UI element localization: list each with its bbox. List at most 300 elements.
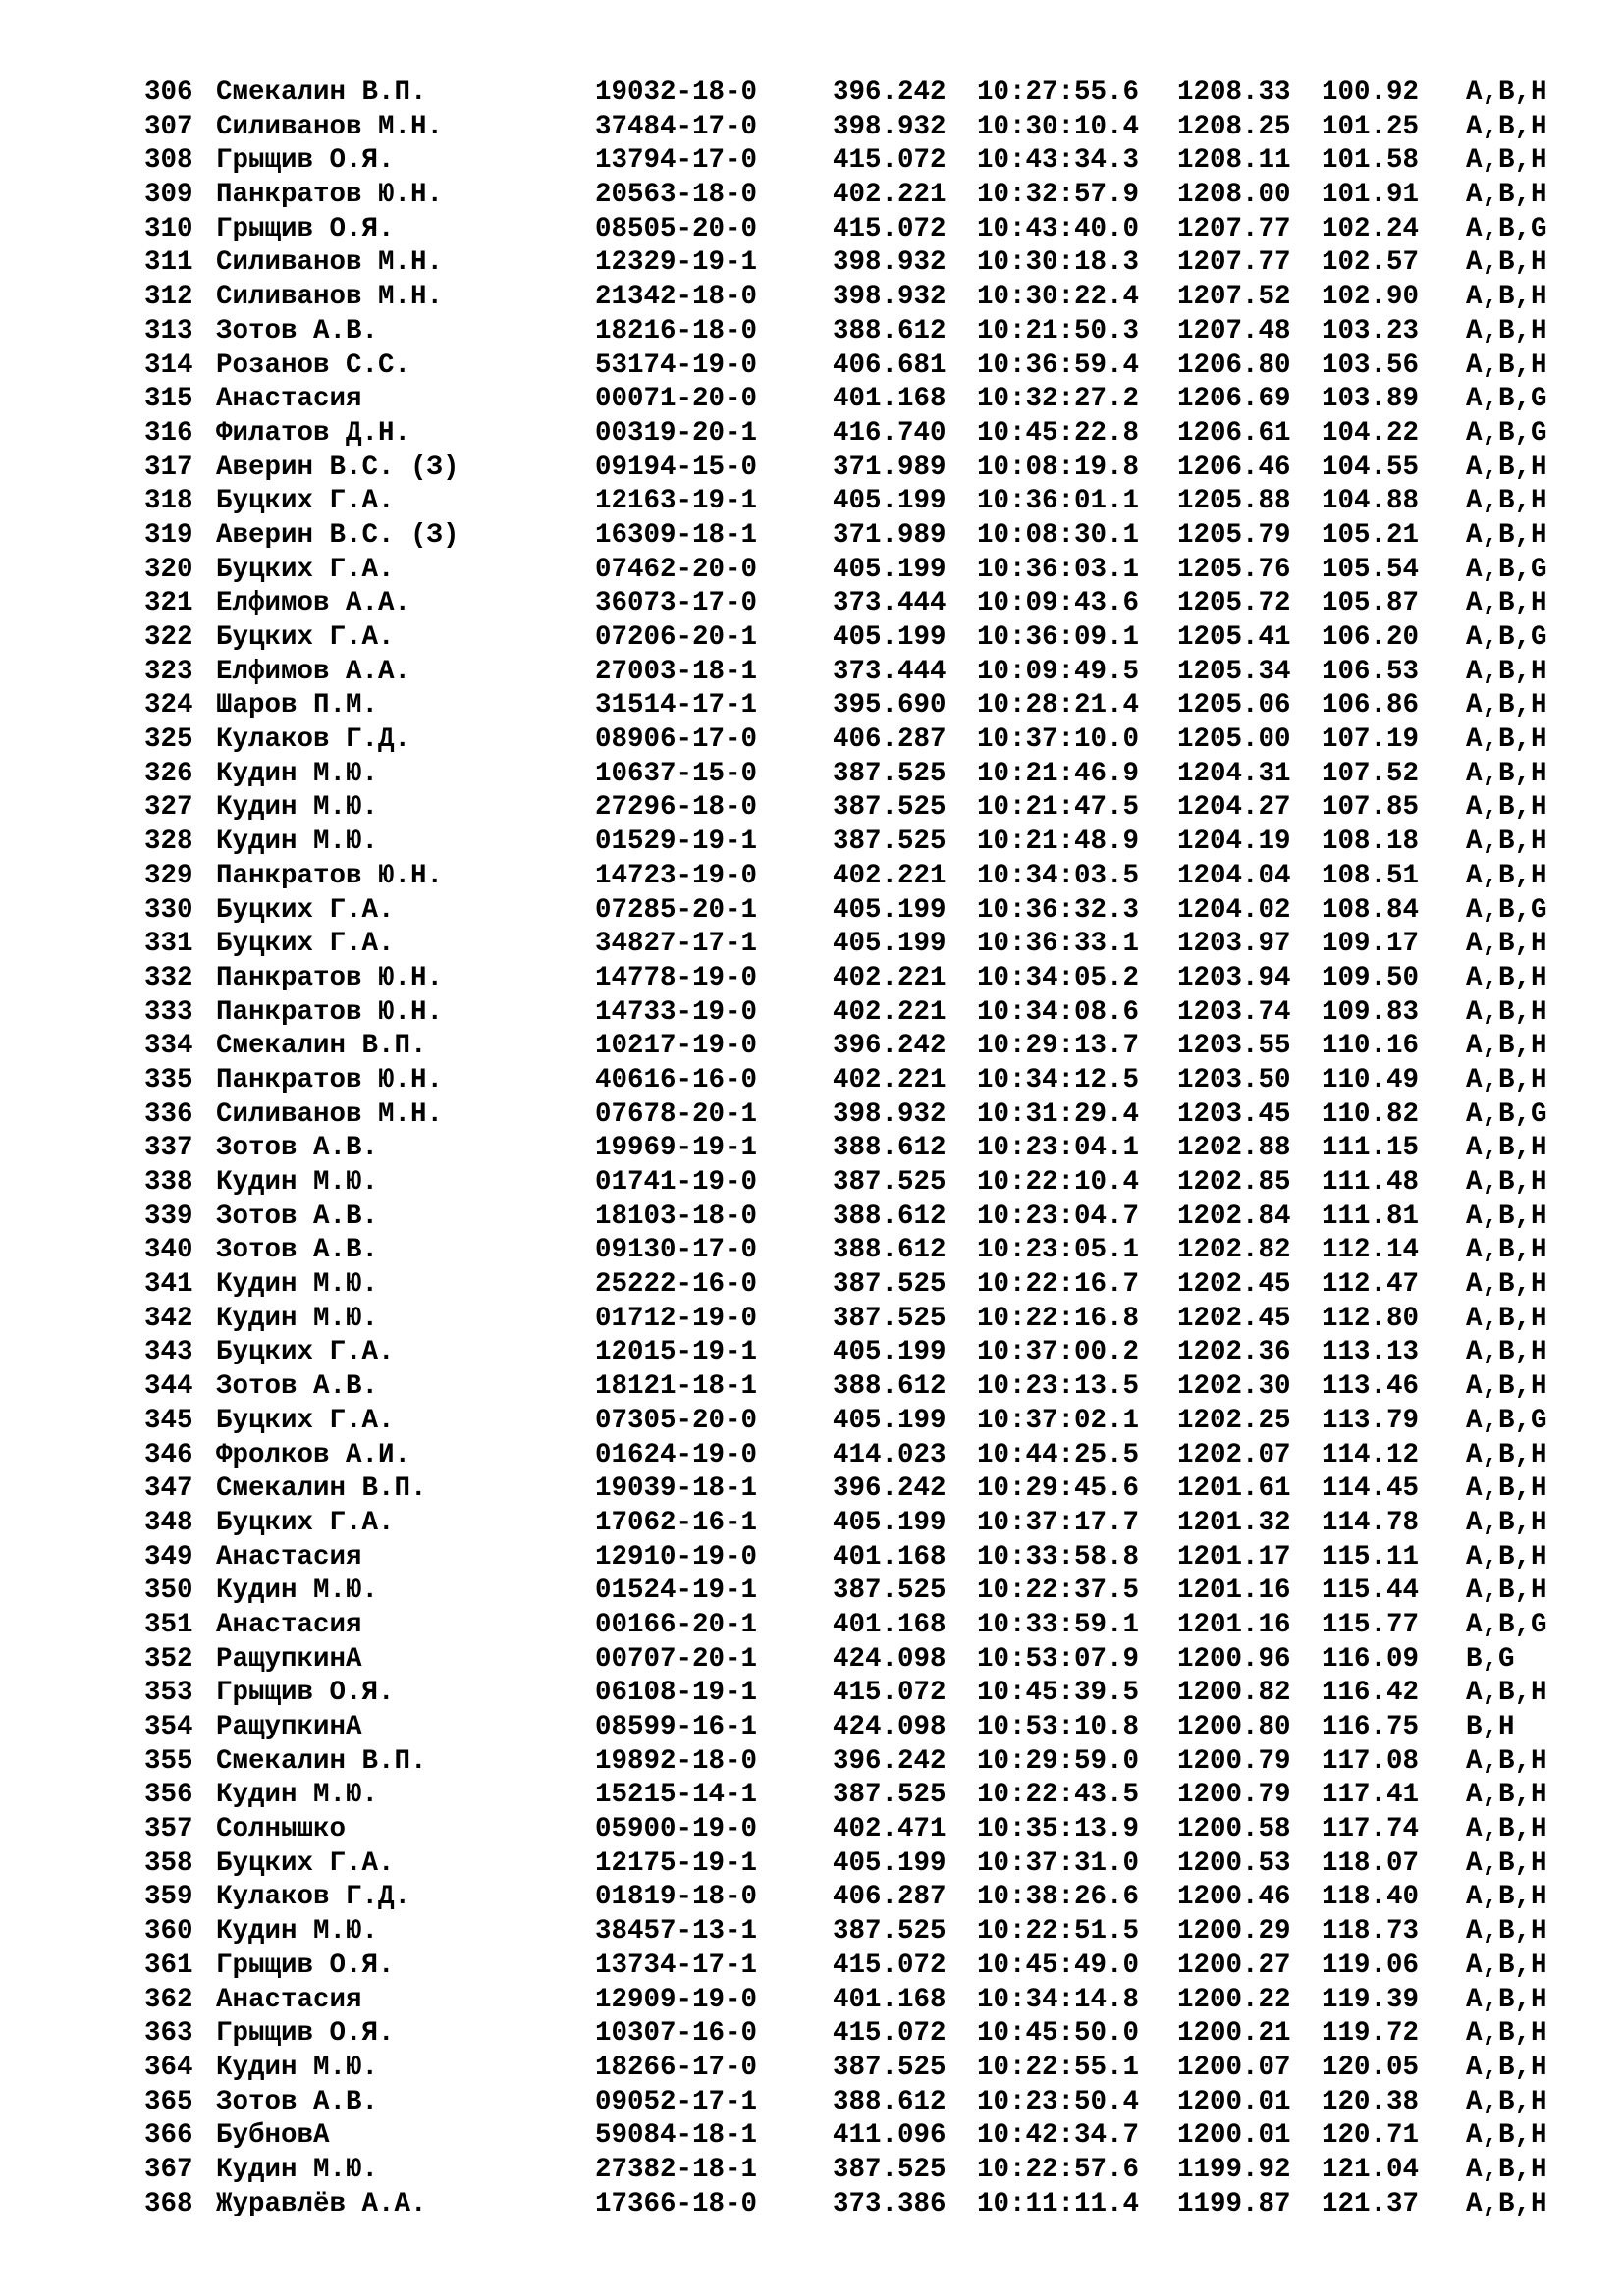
coefficient-cell: 119.06 — [1322, 1949, 1420, 1981]
coefficient-cell: 117.41 — [1322, 1780, 1420, 1811]
coefficient-cell: 108.84 — [1322, 894, 1420, 926]
ring-number-cell: 14778-19-0 — [595, 962, 758, 993]
arrival-time-cell: 10:22:16.7 — [977, 1269, 1140, 1301]
distance-cell: 415.072 — [833, 2018, 947, 2050]
coefficient-cell: 109.17 — [1322, 929, 1420, 960]
ring-number-cell: 20563-18-0 — [595, 180, 758, 211]
arrival-time-cell: 10:33:58.8 — [977, 1541, 1140, 1573]
fancier-name-cell: Солнышко — [216, 1814, 347, 1845]
place-cell: 337 — [144, 1133, 193, 1164]
place-cell: 319 — [144, 519, 193, 551]
table-row — [144, 1949, 1558, 1984]
speed-cell: 1201.16 — [1177, 1575, 1291, 1607]
ring-number-cell: 37484-17-0 — [595, 111, 758, 142]
speed-cell: 1206.61 — [1177, 417, 1291, 449]
table-row — [144, 452, 1558, 486]
distance-cell: 387.525 — [833, 758, 947, 789]
fancier-name-cell: РащупкинА — [216, 1643, 362, 1675]
speed-cell: 1203.97 — [1177, 929, 1291, 960]
table-row — [144, 1030, 1558, 1064]
ring-number-cell: 01819-18-0 — [595, 1882, 758, 1913]
table-row — [144, 1064, 1558, 1098]
distance-cell: 405.199 — [833, 1405, 947, 1436]
group-codes-cell: B,G — [1466, 1643, 1515, 1675]
arrival-time-cell: 10:37:17.7 — [977, 1507, 1140, 1538]
coefficient-cell: 110.82 — [1322, 1098, 1420, 1130]
arrival-time-cell: 10:21:47.5 — [977, 792, 1140, 824]
group-codes-cell: A,B,H — [1466, 1745, 1547, 1777]
place-cell: 356 — [144, 1780, 193, 1811]
arrival-time-cell: 10:36:33.1 — [977, 929, 1140, 960]
fancier-name-cell: Панкратов Ю.Н. — [216, 1064, 444, 1095]
fancier-name-cell: Силиванов М.Н. — [216, 1098, 444, 1130]
group-codes-cell: A,B,H — [1466, 1064, 1547, 1095]
fancier-name-cell: Аверин В.С. (З) — [216, 519, 460, 551]
arrival-time-cell: 10:22:51.5 — [977, 1916, 1140, 1948]
place-cell: 327 — [144, 792, 193, 824]
coefficient-cell: 119.72 — [1322, 2018, 1420, 2050]
coefficient-cell: 107.52 — [1322, 758, 1420, 789]
coefficient-cell: 111.15 — [1322, 1133, 1420, 1164]
speed-cell: 1202.45 — [1177, 1303, 1291, 1334]
fancier-name-cell: Зотов А.В. — [216, 315, 379, 347]
table-row — [144, 281, 1558, 315]
speed-cell: 1204.27 — [1177, 792, 1291, 824]
coefficient-cell: 101.91 — [1322, 180, 1420, 211]
table-row — [144, 1575, 1558, 1609]
table-row — [144, 246, 1558, 281]
arrival-time-cell: 10:53:10.8 — [977, 1712, 1140, 1742]
table-row — [144, 1166, 1558, 1201]
distance-cell: 415.072 — [833, 213, 947, 244]
arrival-time-cell: 10:34:12.5 — [977, 1064, 1140, 1095]
coefficient-cell: 107.85 — [1322, 792, 1420, 824]
distance-cell: 402.221 — [833, 962, 947, 993]
place-cell: 323 — [144, 656, 193, 687]
arrival-time-cell: 10:34:08.6 — [977, 996, 1140, 1028]
place-cell: 311 — [144, 247, 193, 279]
place-cell: 321 — [144, 588, 193, 619]
place-cell: 348 — [144, 1507, 193, 1538]
place-cell: 366 — [144, 2120, 193, 2152]
table-row — [144, 179, 1558, 213]
coefficient-cell: 113.79 — [1322, 1405, 1420, 1436]
place-cell: 342 — [144, 1303, 193, 1334]
ring-number-cell: 16309-18-1 — [595, 519, 758, 551]
distance-cell: 424.098 — [833, 1712, 947, 1742]
table-row — [144, 485, 1558, 519]
table-row — [144, 587, 1558, 621]
speed-cell: 1205.06 — [1177, 690, 1291, 721]
distance-cell: 395.690 — [833, 690, 947, 721]
place-cell: 347 — [144, 1473, 193, 1505]
table-row — [144, 996, 1558, 1031]
speed-cell: 1201.32 — [1177, 1507, 1291, 1538]
coefficient-cell: 118.07 — [1322, 1847, 1420, 1879]
table-row — [144, 1098, 1558, 1133]
coefficient-cell: 118.40 — [1322, 1882, 1420, 1913]
group-codes-cell: A,B,H — [1466, 792, 1547, 824]
arrival-time-cell: 10:27:55.6 — [977, 78, 1140, 108]
place-cell: 340 — [144, 1235, 193, 1266]
fancier-name-cell: Смекалин В.П. — [216, 1745, 427, 1777]
distance-cell: 387.525 — [833, 2154, 947, 2185]
table-row — [144, 1405, 1558, 1439]
place-cell: 315 — [144, 384, 193, 415]
table-row — [144, 1711, 1558, 1745]
speed-cell: 1200.46 — [1177, 1882, 1291, 1913]
place-cell: 365 — [144, 2086, 193, 2117]
coefficient-cell: 113.13 — [1322, 1337, 1420, 1368]
coefficient-cell: 120.05 — [1322, 2052, 1420, 2083]
distance-cell: 387.525 — [833, 1269, 947, 1301]
ring-number-cell: 00071-20-0 — [595, 384, 758, 415]
fancier-name-cell: Буцких Г.А. — [216, 1507, 395, 1538]
table-row — [144, 689, 1558, 723]
group-codes-cell: A,B,H — [1466, 1439, 1547, 1470]
fancier-name-cell: Анастасия — [216, 384, 362, 415]
table-row — [144, 860, 1558, 894]
place-cell: 309 — [144, 180, 193, 211]
ring-number-cell: 18216-18-0 — [595, 315, 758, 347]
group-codes-cell: A,B,H — [1466, 860, 1547, 891]
arrival-time-cell: 10:34:05.2 — [977, 962, 1140, 993]
coefficient-cell: 115.11 — [1322, 1541, 1420, 1573]
place-cell: 316 — [144, 417, 193, 449]
table-row — [144, 791, 1558, 826]
speed-cell: 1200.29 — [1177, 1916, 1291, 1948]
fancier-name-cell: Зотов А.В. — [216, 1371, 379, 1403]
arrival-time-cell: 10:36:32.3 — [977, 894, 1140, 926]
arrival-time-cell: 10:35:13.9 — [977, 1814, 1140, 1845]
coefficient-cell: 108.18 — [1322, 827, 1420, 858]
ring-number-cell: 27003-18-1 — [595, 656, 758, 687]
distance-cell: 405.199 — [833, 554, 947, 585]
ring-number-cell: 19032-18-0 — [595, 78, 758, 108]
fancier-name-cell: Кудин М.Ю. — [216, 1780, 379, 1811]
arrival-time-cell: 10:23:13.5 — [977, 1371, 1140, 1403]
table-row — [144, 1984, 1558, 2018]
fancier-name-cell: Кулаков Г.Д. — [216, 1882, 411, 1913]
table-row — [144, 554, 1558, 588]
distance-cell: 387.525 — [833, 1167, 947, 1198]
arrival-time-cell: 10:33:59.1 — [977, 1609, 1140, 1640]
fancier-name-cell: Грыщив О.Я. — [216, 1949, 395, 1981]
coefficient-cell: 121.04 — [1322, 2154, 1420, 2185]
place-cell: 336 — [144, 1098, 193, 1130]
fancier-name-cell: Кудин М.Ю. — [216, 2052, 379, 2083]
distance-cell: 402.471 — [833, 1814, 947, 1845]
arrival-time-cell: 10:22:10.4 — [977, 1167, 1140, 1198]
fancier-name-cell: Шаров П.М. — [216, 690, 379, 721]
distance-cell: 387.525 — [833, 792, 947, 824]
place-cell: 368 — [144, 2188, 193, 2219]
distance-cell: 387.525 — [833, 1916, 947, 1948]
speed-cell: 1200.79 — [1177, 1780, 1291, 1811]
distance-cell: 373.444 — [833, 656, 947, 687]
arrival-time-cell: 10:08:30.1 — [977, 519, 1140, 551]
ring-number-cell: 18266-17-0 — [595, 2052, 758, 2083]
coefficient-cell: 102.57 — [1322, 247, 1420, 279]
speed-cell: 1200.58 — [1177, 1814, 1291, 1845]
fancier-name-cell: Зотов А.В. — [216, 1133, 379, 1164]
fancier-name-cell: Зотов А.В. — [216, 2086, 379, 2117]
ring-number-cell: 21342-18-0 — [595, 282, 758, 313]
arrival-time-cell: 10:44:25.5 — [977, 1439, 1140, 1470]
table-row — [144, 315, 1558, 349]
coefficient-cell: 110.16 — [1322, 1031, 1420, 1062]
speed-cell: 1206.46 — [1177, 452, 1291, 483]
speed-cell: 1201.61 — [1177, 1473, 1291, 1505]
arrival-time-cell: 10:32:27.2 — [977, 384, 1140, 415]
group-codes-cell: A,B,H — [1466, 1133, 1547, 1164]
fancier-name-cell: Фролков А.И. — [216, 1439, 411, 1470]
speed-cell: 1200.27 — [1177, 1949, 1291, 1981]
arrival-time-cell: 10:09:43.6 — [977, 588, 1140, 619]
distance-cell: 388.612 — [833, 1371, 947, 1403]
distance-cell: 415.072 — [833, 1678, 947, 1709]
coefficient-cell: 114.78 — [1322, 1507, 1420, 1538]
coefficient-cell: 102.90 — [1322, 282, 1420, 313]
distance-cell: 405.199 — [833, 1507, 947, 1538]
speed-cell: 1204.31 — [1177, 758, 1291, 789]
place-cell: 351 — [144, 1609, 193, 1640]
group-codes-cell: A,B,H — [1466, 452, 1547, 483]
place-cell: 349 — [144, 1541, 193, 1573]
group-codes-cell: A,B,H — [1466, 1201, 1547, 1232]
arrival-time-cell: 10:28:21.4 — [977, 690, 1140, 721]
fancier-name-cell: Зотов А.В. — [216, 1201, 379, 1232]
place-cell: 361 — [144, 1949, 193, 1981]
place-cell: 310 — [144, 213, 193, 244]
group-codes-cell: A,B,H — [1466, 111, 1547, 142]
group-codes-cell: A,B,H — [1466, 486, 1547, 517]
speed-cell: 1208.11 — [1177, 145, 1291, 177]
arrival-time-cell: 10:34:03.5 — [977, 860, 1140, 891]
fancier-name-cell: Смекалин В.П. — [216, 78, 427, 108]
table-row — [144, 111, 1558, 145]
fancier-name-cell: Грыщив О.Я. — [216, 145, 395, 177]
place-cell: 343 — [144, 1337, 193, 1368]
group-codes-cell: A,B,H — [1466, 1031, 1547, 1062]
fancier-name-cell: Журавлёв А.А. — [216, 2188, 427, 2219]
ring-number-cell: 38457-13-1 — [595, 1916, 758, 1948]
speed-cell: 1202.36 — [1177, 1337, 1291, 1368]
ring-number-cell: 08599-16-1 — [595, 1712, 758, 1742]
distance-cell: 398.932 — [833, 247, 947, 279]
group-codes-cell: A,B,H — [1466, 1303, 1547, 1334]
place-cell: 357 — [144, 1814, 193, 1845]
arrival-time-cell: 10:29:13.7 — [977, 1031, 1140, 1062]
speed-cell: 1203.55 — [1177, 1031, 1291, 1062]
distance-cell: 416.740 — [833, 417, 947, 449]
arrival-time-cell: 10:37:00.2 — [977, 1337, 1140, 1368]
distance-cell: 396.242 — [833, 1745, 947, 1777]
speed-cell: 1207.52 — [1177, 282, 1291, 313]
table-row — [144, 2086, 1558, 2120]
fancier-name-cell: Буцких Г.А. — [216, 486, 395, 517]
group-codes-cell: A,B,G — [1466, 1405, 1547, 1436]
speed-cell: 1199.87 — [1177, 2188, 1291, 2219]
distance-cell: 406.287 — [833, 724, 947, 756]
speed-cell: 1200.96 — [1177, 1643, 1291, 1675]
table-row — [144, 2052, 1558, 2086]
arrival-time-cell: 10:36:59.4 — [977, 349, 1140, 381]
group-codes-cell: A,B,H — [1466, 519, 1547, 551]
place-cell: 350 — [144, 1575, 193, 1607]
ring-number-cell: 10217-19-0 — [595, 1031, 758, 1062]
speed-cell: 1202.84 — [1177, 1201, 1291, 1232]
coefficient-cell: 103.23 — [1322, 315, 1420, 347]
ring-number-cell: 27382-18-1 — [595, 2154, 758, 2185]
arrival-time-cell: 10:21:50.3 — [977, 315, 1140, 347]
group-codes-cell: A,B,H — [1466, 247, 1547, 279]
speed-cell: 1205.76 — [1177, 554, 1291, 585]
place-cell: 341 — [144, 1269, 193, 1301]
table-row — [144, 1541, 1558, 1575]
place-cell: 354 — [144, 1712, 193, 1742]
arrival-time-cell: 10:34:14.8 — [977, 1984, 1140, 2015]
ring-number-cell: 27296-18-0 — [595, 792, 758, 824]
ring-number-cell: 01712-19-0 — [595, 1303, 758, 1334]
distance-cell: 373.444 — [833, 588, 947, 619]
group-codes-cell: A,B,G — [1466, 1098, 1547, 1130]
ring-number-cell: 09130-17-0 — [595, 1235, 758, 1266]
speed-cell: 1202.85 — [1177, 1167, 1291, 1198]
ring-number-cell: 36073-17-0 — [595, 588, 758, 619]
place-cell: 346 — [144, 1439, 193, 1470]
distance-cell: 388.612 — [833, 315, 947, 347]
coefficient-cell: 101.58 — [1322, 145, 1420, 177]
arrival-time-cell: 10:32:57.9 — [977, 180, 1140, 211]
ring-number-cell: 59084-18-1 — [595, 2120, 758, 2152]
coefficient-cell: 111.48 — [1322, 1167, 1420, 1198]
arrival-time-cell: 10:43:40.0 — [977, 213, 1140, 244]
distance-cell: 401.168 — [833, 384, 947, 415]
fancier-name-cell: Кудин М.Ю. — [216, 758, 379, 789]
fancier-name-cell: Аверин В.С. (З) — [216, 452, 460, 483]
arrival-time-cell: 10:29:59.0 — [977, 1745, 1140, 1777]
table-row — [144, 1370, 1558, 1405]
arrival-time-cell: 10:37:31.0 — [977, 1847, 1140, 1879]
coefficient-cell: 102.24 — [1322, 213, 1420, 244]
group-codes-cell: A,B,H — [1466, 962, 1547, 993]
place-cell: 333 — [144, 996, 193, 1028]
group-codes-cell: A,B,H — [1466, 1916, 1547, 1948]
fancier-name-cell: Филатов Д.Н. — [216, 417, 411, 449]
ring-number-cell: 19892-18-0 — [595, 1745, 758, 1777]
speed-cell: 1203.94 — [1177, 962, 1291, 993]
group-codes-cell: A,B,H — [1466, 1780, 1547, 1811]
table-row — [144, 349, 1558, 384]
arrival-time-cell: 10:30:18.3 — [977, 247, 1140, 279]
place-cell: 325 — [144, 724, 193, 756]
group-codes-cell: A,B,H — [1466, 1371, 1547, 1403]
group-codes-cell: A,B,H — [1466, 145, 1547, 177]
distance-cell: 402.221 — [833, 180, 947, 211]
table-row — [144, 213, 1558, 247]
speed-cell: 1204.19 — [1177, 827, 1291, 858]
fancier-name-cell: Кудин М.Ю. — [216, 792, 379, 824]
place-cell: 318 — [144, 486, 193, 517]
ring-number-cell: 19969-19-1 — [595, 1133, 758, 1164]
fancier-name-cell: Анастасия — [216, 1541, 362, 1573]
group-codes-cell: A,B,G — [1466, 554, 1547, 585]
coefficient-cell: 112.80 — [1322, 1303, 1420, 1334]
distance-cell: 415.072 — [833, 145, 947, 177]
arrival-time-cell: 10:31:29.4 — [977, 1098, 1140, 1130]
fancier-name-cell: Кудин М.Ю. — [216, 1916, 379, 1948]
place-cell: 317 — [144, 452, 193, 483]
ring-number-cell: 18121-18-1 — [595, 1371, 758, 1403]
ring-number-cell: 00707-20-1 — [595, 1643, 758, 1675]
table-row — [144, 1609, 1558, 1643]
distance-cell: 401.168 — [833, 1609, 947, 1640]
group-codes-cell: A,B,H — [1466, 1949, 1547, 1981]
fancier-name-cell: Кудин М.Ю. — [216, 2154, 379, 2185]
group-codes-cell: A,B,H — [1466, 1847, 1547, 1879]
ring-number-cell: 19039-18-1 — [595, 1473, 758, 1505]
distance-cell: 406.681 — [833, 349, 947, 381]
distance-cell: 402.221 — [833, 996, 947, 1028]
distance-cell: 387.525 — [833, 1780, 947, 1811]
arrival-time-cell: 10:37:02.1 — [977, 1405, 1140, 1436]
arrival-time-cell: 10:21:46.9 — [977, 758, 1140, 789]
table-row — [144, 1268, 1558, 1303]
table-row — [144, 383, 1558, 417]
distance-cell: 414.023 — [833, 1439, 947, 1470]
arrival-time-cell: 10:23:04.1 — [977, 1133, 1140, 1164]
place-cell: 359 — [144, 1882, 193, 1913]
table-row — [144, 962, 1558, 996]
arrival-time-cell: 10:43:34.3 — [977, 145, 1140, 177]
coefficient-cell: 103.56 — [1322, 349, 1420, 381]
group-codes-cell: A,B,H — [1466, 1678, 1547, 1709]
fancier-name-cell: Смекалин В.П. — [216, 1031, 427, 1062]
coefficient-cell: 116.75 — [1322, 1712, 1420, 1742]
group-codes-cell: A,B,G — [1466, 1609, 1547, 1640]
coefficient-cell: 116.42 — [1322, 1678, 1420, 1709]
ring-number-cell: 00166-20-1 — [595, 1609, 758, 1640]
fancier-name-cell: Кудин М.Ю. — [216, 1303, 379, 1334]
fancier-name-cell: РащупкинА — [216, 1712, 362, 1742]
fancier-name-cell: Кудин М.Ю. — [216, 1167, 379, 1198]
distance-cell: 388.612 — [833, 1201, 947, 1232]
ring-number-cell: 05900-19-0 — [595, 1814, 758, 1845]
fancier-name-cell: Елфимов А.А. — [216, 588, 411, 619]
fancier-name-cell: Анастасия — [216, 1984, 362, 2015]
group-codes-cell: A,B,H — [1466, 1541, 1547, 1573]
fancier-name-cell: Грыщив О.Я. — [216, 2018, 395, 2050]
table-row — [144, 1745, 1558, 1780]
distance-cell: 405.199 — [833, 1847, 947, 1879]
ring-number-cell: 53174-19-0 — [595, 349, 758, 381]
group-codes-cell: A,B,H — [1466, 1814, 1547, 1845]
table-row — [144, 1472, 1558, 1507]
table-row — [144, 928, 1558, 962]
distance-cell: 387.525 — [833, 1575, 947, 1607]
group-codes-cell: A,B,H — [1466, 996, 1547, 1028]
distance-cell: 371.989 — [833, 452, 947, 483]
arrival-time-cell: 10:22:16.8 — [977, 1303, 1140, 1334]
fancier-name-cell: Буцких Г.А. — [216, 554, 395, 585]
group-codes-cell: A,B,H — [1466, 2188, 1547, 2219]
group-codes-cell: A,B,H — [1466, 1882, 1547, 1913]
ring-number-cell: 34827-17-1 — [595, 929, 758, 960]
place-cell: 314 — [144, 349, 193, 381]
table-row — [144, 519, 1558, 554]
place-cell: 322 — [144, 622, 193, 653]
